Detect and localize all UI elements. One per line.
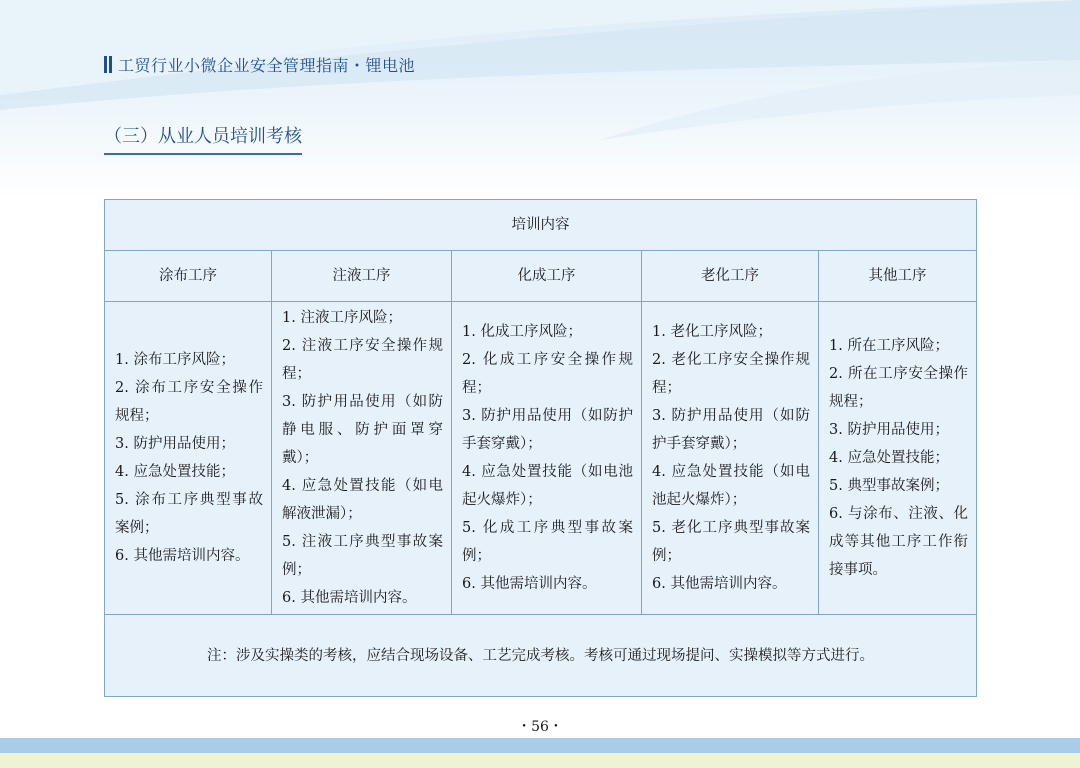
header-bars-icon — [104, 56, 112, 73]
list-item: 1. 化成工序风险； — [462, 324, 582, 340]
content-cell-coating — [105, 302, 272, 615]
list-item: 1. 涂布工序风险； — [115, 352, 235, 368]
list-item: 2. 涂布工序安全操作规程； — [115, 380, 263, 424]
content-cell-injection — [272, 302, 452, 615]
list-item: 5. 老化工序典型事故案例； — [652, 520, 810, 564]
list-item: 3. 防护用品使用（如防护手套穿戴）； — [652, 408, 810, 452]
list-item: 4. 应急处置技能（如电池起火爆炸）； — [652, 464, 810, 508]
column-header: 老化工序 — [642, 251, 819, 302]
list-item: 3. 防护用品使用（如防静电服、防护面罩穿戴）； — [282, 394, 443, 466]
column-header: 涂布工序 — [105, 251, 272, 302]
content-cell-aging — [642, 302, 819, 615]
list-item: 6. 其他需培训内容。 — [462, 576, 597, 592]
list-item: 6. 与涂布、注液、化成等其他工序工作衔接事项。 — [829, 506, 969, 578]
list-item: 6. 其他需培训内容。 — [282, 590, 417, 606]
list-item: 3. 防护用品使用（如防护手套穿戴）； — [462, 408, 633, 452]
list-item: 2. 老化工序安全操作规程； — [652, 352, 810, 396]
list-item: 3. 防护用品使用； — [115, 436, 235, 452]
list-item: 4. 应急处置技能（如电解液泄漏）； — [282, 478, 443, 522]
list-item: 4. 应急处置技能； — [829, 450, 949, 466]
list-item: 2. 化成工序安全操作规程； — [462, 352, 633, 396]
header-wave-decoration — [0, 0, 1080, 200]
page-number: ・56・ — [517, 719, 563, 735]
list-item: 3. 防护用品使用； — [829, 422, 949, 438]
footer-band — [0, 738, 1080, 768]
list-item: 1. 老化工序风险； — [652, 324, 772, 340]
list-item: 2. 注液工序安全操作规程； — [282, 338, 443, 382]
list-item: 5. 涂布工序典型事故案例； — [115, 492, 263, 536]
list-item: 6. 其他需培训内容。 — [115, 548, 250, 564]
running-header — [104, 53, 415, 76]
column-header: 其他工序 — [819, 251, 977, 302]
list-item: 5. 注液工序典型事故案例； — [282, 534, 443, 578]
list-item: 2. 所在工序安全操作规程； — [829, 366, 969, 410]
list-item: 5. 典型事故案例； — [829, 478, 949, 494]
list-item: 1. 注液工序风险； — [282, 310, 402, 326]
content-cell-other — [819, 302, 977, 615]
table-title: 培训内容 — [105, 200, 977, 251]
column-header: 注液工序 — [272, 251, 452, 302]
content-row — [105, 302, 977, 615]
header-title: 工贸行业小微企业安全管理指南・锂电池 — [118, 56, 416, 75]
section-title: （三）从业人员培训考核 — [104, 122, 302, 155]
content-cell-formation — [452, 302, 642, 615]
list-item: 1. 所在工序风险； — [829, 338, 949, 354]
column-header: 化成工序 — [452, 251, 642, 302]
list-item: 5. 化成工序典型事故案例； — [462, 520, 633, 564]
list-item: 6. 其他需培训内容。 — [652, 576, 787, 592]
column-header-row — [105, 251, 977, 302]
table-note: 注：涉及实操类的考核，应结合现场设备、工艺完成考核。考核可通过现场提问、实操模拟等方式进行。 — [105, 615, 977, 697]
list-item: 4. 应急处置技能； — [115, 464, 235, 480]
list-item: 4. 应急处置技能（如电池起火爆炸）； — [462, 464, 633, 508]
training-table — [104, 199, 977, 697]
